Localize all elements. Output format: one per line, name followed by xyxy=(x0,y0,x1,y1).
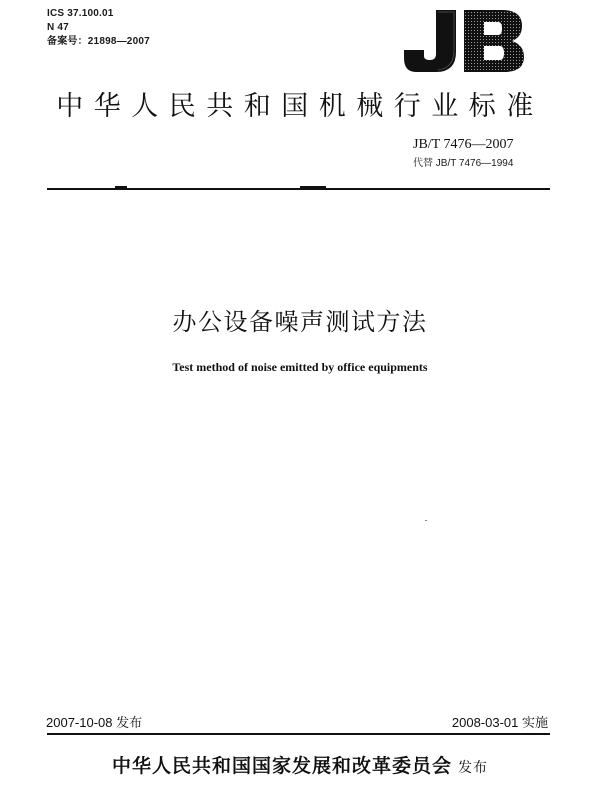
ccs-code: N 47 xyxy=(47,22,69,33)
publisher-suffix: 发布 xyxy=(458,760,488,776)
jb-logo xyxy=(402,6,526,76)
main-title: 办公设备噪声测试方法 xyxy=(172,308,428,336)
issue-date: 2007-10-08 发布 xyxy=(46,715,143,730)
publisher-line xyxy=(0,755,600,779)
header-divider xyxy=(47,188,550,190)
document-number: JB/T 7476—2007 xyxy=(413,137,514,152)
scan-speck xyxy=(425,520,427,521)
ics-code: ICS 37.100.01 xyxy=(47,8,114,19)
divider-mark-center xyxy=(300,186,326,188)
standard-category-title: 中华人民共和国机械行业标准 xyxy=(56,91,544,122)
publisher-name: 中华人民共和国国家发展和改革委员会 xyxy=(111,755,452,777)
replaces-standard: 代替 JB/T 7476—1994 xyxy=(413,158,514,169)
implementation-date: 2008-03-01 实施 xyxy=(451,715,548,730)
footer-divider xyxy=(47,733,550,735)
english-title: Test method of noise emitted by office equipments xyxy=(172,360,428,374)
record-number: 备案号：21898—2007 xyxy=(47,36,150,47)
divider-mark-left xyxy=(115,186,127,188)
